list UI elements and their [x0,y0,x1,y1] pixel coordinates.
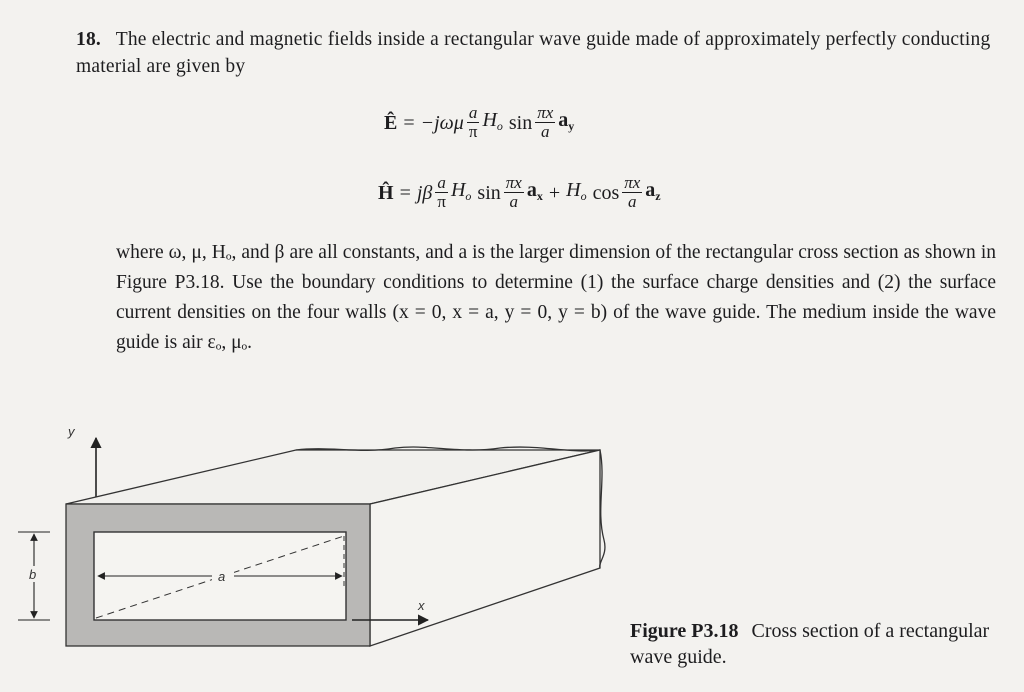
fraction-a-over-pi: $\frac{a}{\pi}$ [468,103,478,141]
h-naught: $H_o$ [482,108,503,133]
y-axis-label: y [68,424,75,439]
h-naught-2: $H_o$ [566,178,587,203]
fraction-pix-over-a: $\frac{\pi x}{a}$ [537,103,554,141]
e-field-symbol: Ê [384,111,398,134]
fraction-pix-over-a-2: $\frac{\pi x}{a}$ [624,173,641,211]
problem-intro: The electric and magnetic fields inside a rectangular wave guide made of approximately perfectly conducting material are given by [76,29,991,77]
unit-vector-ax: $a_x$ [526,178,543,203]
fraction-a-over-pi: $\frac{a}{\pi}$ [437,173,446,211]
problem-number: 18. [76,29,101,50]
plus-sign: + [548,181,561,204]
equation-h-field [378,174,661,211]
figure-caption [630,618,990,670]
x-axis-label: x [418,598,425,613]
e-coefficient: −jωμ [420,111,464,134]
problem-statement [76,26,996,80]
h-naught: $H_o$ [450,178,472,203]
equals-sign: = [403,111,415,134]
sin-function: sin [508,111,533,134]
equals-sign: = [399,181,411,204]
figure-caption-text: Cross section of a rectangular wave guide. [630,620,990,668]
height-label-b: b [29,567,37,582]
width-label-a: a [218,569,226,584]
unit-vector-az: $a_z$ [645,178,661,203]
figure-caption-label: Figure P3.18 [630,620,739,642]
h-coefficient: jβ [416,181,433,204]
sin-function: sin [477,181,501,204]
cos-function: cos [592,181,620,204]
problem-paragraph: where ω, μ, Hₒ, and β are all constants, and a is the larger dimension of the rectangular cross section as shown in Figure P3.18. Use the boundary conditions to determine (1) the surface charge densities and (2) the surface current densities on the four walls (x = 0, x = a, y = 0, y = b) of the wave guide. The medium inside the wave guide is air εₒ, μₒ. [116,242,996,353]
unit-vector-ay: $a_y$ [558,108,575,133]
equation-e-field [384,104,574,141]
fraction-pix-over-a: $\frac{\pi x}{a}$ [505,173,522,211]
h-field-symbol: Ĥ [378,181,394,204]
